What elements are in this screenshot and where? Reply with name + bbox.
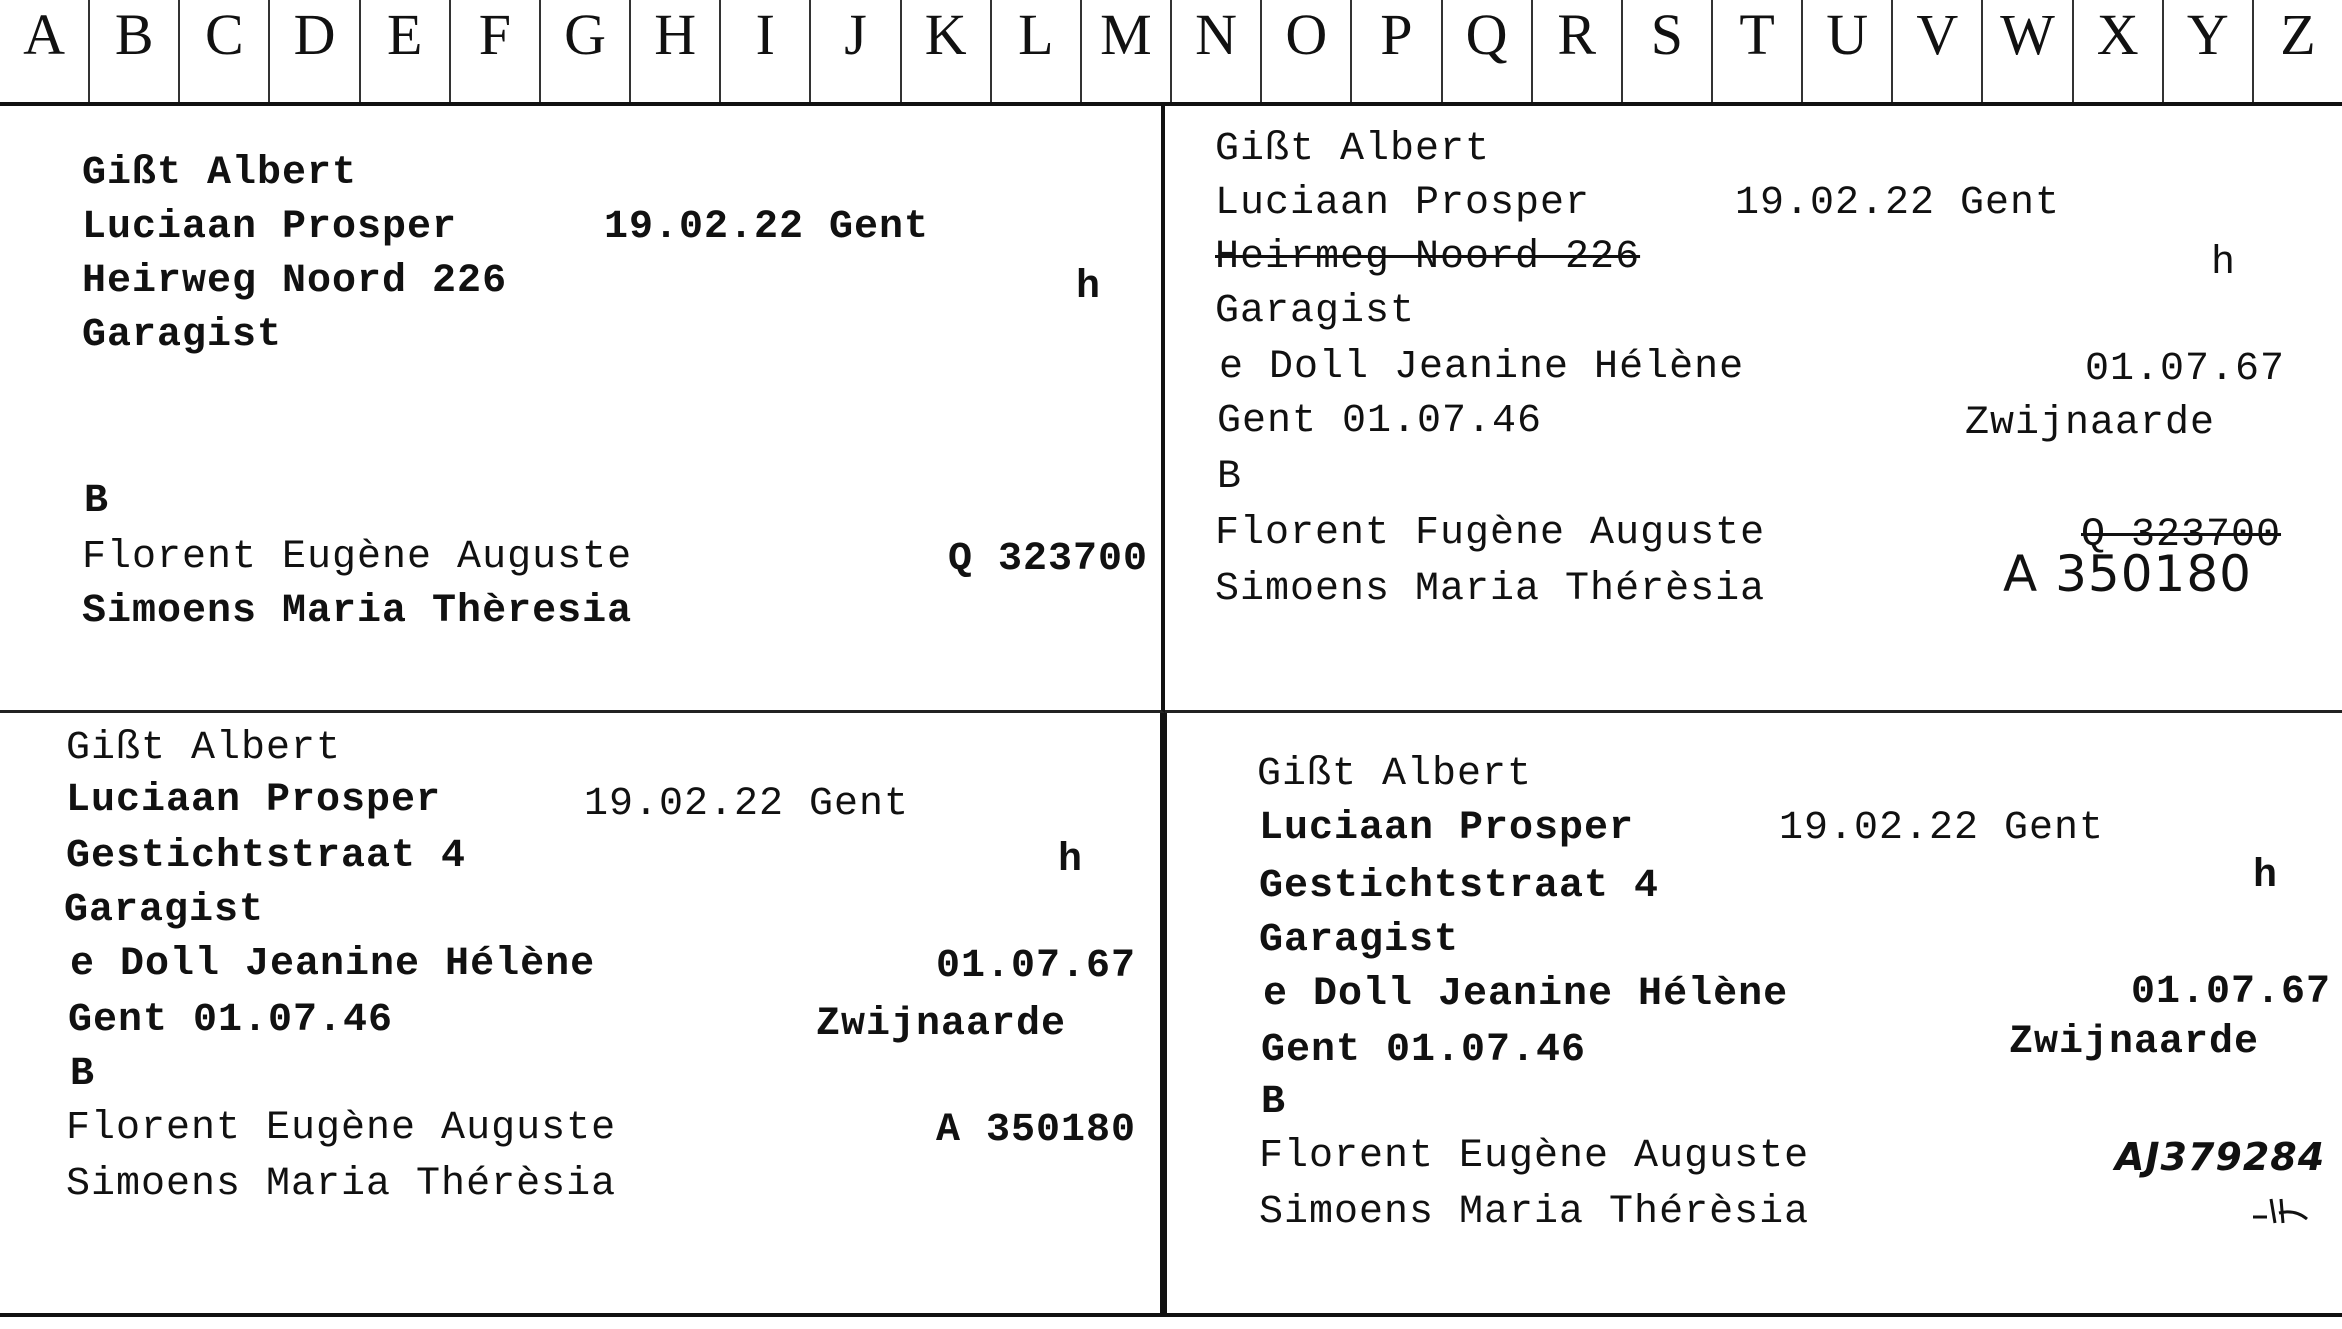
card-mother: Simoens Maria Thérèsia — [1259, 1190, 1810, 1235]
record-card-top-left — [0, 106, 1165, 713]
card-address: Heirweg Noord 226 — [82, 259, 508, 304]
index-letter: L — [990, 0, 1080, 102]
index-letter: W — [1981, 0, 2071, 102]
index-letter: X — [2072, 0, 2162, 102]
card-spouse-birth: Gent 01.07.46 — [68, 998, 394, 1043]
index-letter: U — [1801, 0, 1891, 102]
card-sex: h — [1076, 265, 1102, 310]
index-letter: J — [809, 0, 899, 102]
card-number-handwritten: AJ379284 — [2115, 1135, 2326, 1179]
index-letter: A — [23, 2, 66, 67]
record-card-bottom-left — [0, 713, 1165, 1317]
alphabet-index-strip — [0, 0, 2342, 106]
index-letter: N — [1170, 0, 1260, 102]
index-letter: O — [1260, 0, 1350, 102]
index-letter: I — [719, 0, 809, 102]
card-father: Florent Eugène Auguste — [1259, 1134, 1810, 1179]
card-mother: Simoens Maria Thérèsia — [66, 1162, 617, 1207]
card-marriage-place: Zwijnaarde — [2009, 1020, 2260, 1065]
card-spouse: e Doll Jeanine Hélène — [1263, 972, 1789, 1017]
card-address: Gestichtstraat 4 — [1259, 864, 1660, 909]
card-birth: 19.02.22 Gent — [1735, 181, 2061, 226]
record-card-top-right — [1165, 106, 2342, 713]
card-mother: Simoens Maria Thérèsia — [1215, 567, 1766, 612]
card-spouse: e Doll Jeanine Hélène — [70, 942, 596, 987]
index-letter: Q — [1441, 0, 1531, 102]
index-letter: R — [1531, 0, 1621, 102]
record-card-bottom-right — [1165, 713, 2342, 1317]
card-number-handwritten: A 350180 — [2003, 545, 2252, 603]
card-marriage-date: 01.07.67 — [2131, 970, 2332, 1015]
card-surname: Gißt Albert — [82, 151, 358, 196]
card-given-names: Luciaan Prosper — [1215, 181, 1591, 226]
card-mother: Simoens Maria Thèresia — [82, 589, 633, 634]
index-letter: K — [900, 0, 990, 102]
card-birth: 19.02.22 Gent — [584, 782, 910, 827]
index-letter: P — [1350, 0, 1440, 102]
card-birth: 19.02.22 Gent — [1779, 806, 2105, 851]
card-occupation: Garagist — [82, 313, 283, 358]
index-letter: B — [88, 0, 178, 102]
index-letter: Z — [2252, 0, 2342, 102]
index-letter: F — [449, 0, 539, 102]
card-marriage-date: 01.07.67 — [2085, 347, 2286, 392]
card-category: B — [1217, 455, 1243, 500]
card-category: B — [1261, 1080, 1287, 1125]
index-letter: E — [359, 0, 449, 102]
card-given-names: Luciaan Prosper — [82, 205, 458, 250]
card-father: Florent Eugène Auguste — [66, 1106, 617, 1151]
card-sex: h — [2211, 241, 2237, 286]
index-letter: T — [1711, 0, 1801, 102]
card-father: Florent Fugène Auguste — [1215, 511, 1766, 556]
signature-mark-icon — [2245, 1189, 2315, 1229]
card-marriage-place: Zwijnaarde — [816, 1002, 1067, 1047]
card-address-struck: Heirmeg Noord 226 — [1215, 235, 1641, 280]
card-father: Florent Eugène Auguste — [82, 535, 633, 580]
card-number: Q 323700 — [948, 537, 1149, 582]
card-birth: 19.02.22 Gent — [604, 205, 930, 250]
card-spouse: e Doll Jeanine Hélène — [1219, 345, 1745, 390]
index-letter: C — [178, 0, 268, 102]
card-surname: Gißt Albert — [1215, 127, 1491, 172]
card-marriage-place: Zwijnaarde — [1965, 401, 2216, 446]
card-occupation: Garagist — [1215, 289, 1416, 334]
card-sex: h — [2253, 854, 2279, 899]
index-letter: G — [539, 0, 629, 102]
index-letter: M — [1080, 0, 1170, 102]
card-given-names: Luciaan Prosper — [1259, 806, 1635, 851]
index-letter: Y — [2162, 0, 2252, 102]
card-address: Gestichtstraat 4 — [66, 834, 467, 879]
card-surname: Gißt Albert — [1257, 752, 1533, 797]
card-marriage-date: 01.07.67 — [936, 944, 1137, 989]
card-given-names: Luciaan Prosper — [66, 778, 442, 823]
card-occupation: Garagist — [1259, 918, 1460, 963]
card-occupation: Garagist — [64, 888, 265, 933]
card-spouse-birth: Gent 01.07.46 — [1261, 1028, 1587, 1073]
card-sex: h — [1058, 838, 1084, 883]
index-letter: V — [1891, 0, 1981, 102]
index-letter: S — [1621, 0, 1711, 102]
card-category: B — [70, 1052, 96, 1097]
card-number: A 350180 — [936, 1108, 1137, 1153]
card-category: B — [84, 479, 110, 524]
index-letter: D — [268, 0, 358, 102]
index-letter: H — [629, 0, 719, 102]
card-surname: Gißt Albert — [66, 726, 342, 771]
card-spouse-birth: Gent 01.07.46 — [1217, 399, 1543, 444]
card-old-number-struck: Q 323700 — [2081, 513, 2282, 558]
